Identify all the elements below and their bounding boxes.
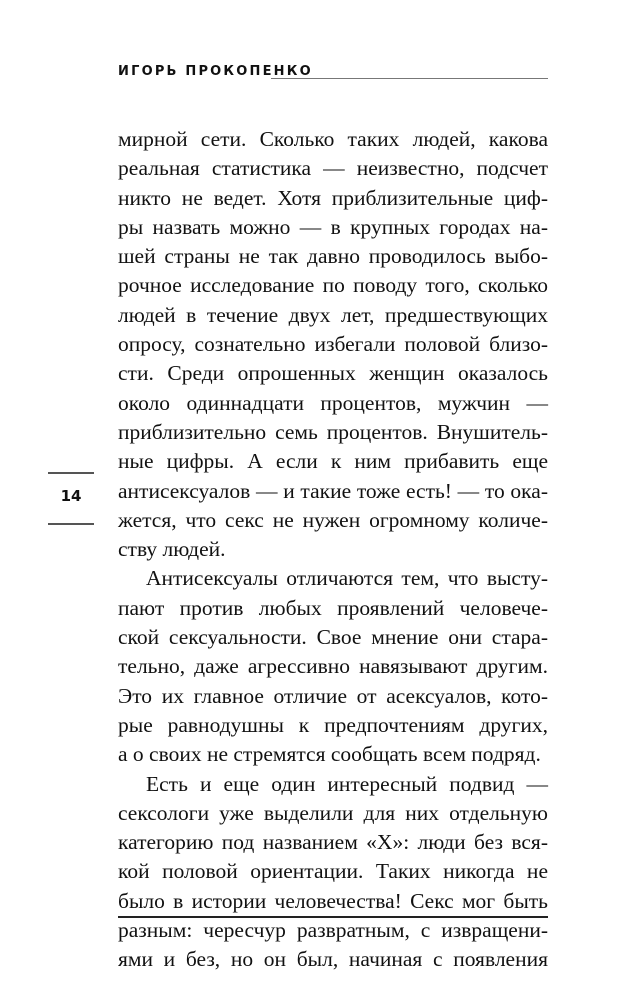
folio-rule-top (48, 472, 94, 474)
text-line: реальная статистика — неизвестно, подсчет (118, 156, 548, 181)
text-line: разным: чересчур развратным, с извращени- (118, 918, 548, 943)
running-header (118, 64, 548, 86)
text-line: Это их главное отличие от асексуалов, кото- (118, 683, 548, 708)
text-line: рочное исследование по поводу того, сколько (118, 273, 548, 298)
text-line: пают против любых проявлений человече- (118, 595, 548, 620)
text-line: тельно, даже агрессивно навязывают другим. (118, 654, 548, 679)
text-line: ями и без, но он был, начиная с появления (118, 947, 548, 972)
footer-rule (118, 916, 548, 918)
running-header-author: ИГОРЬ ПРОКОПЕНКО (118, 64, 313, 79)
page-number: 14 (60, 487, 82, 505)
folio-rule-bottom (48, 523, 94, 525)
text-line: людей в течение двух лет, предшествующих (118, 302, 548, 327)
text-line: мирной сети. Сколько таких людей, какова (118, 127, 548, 151)
text-line: сти. Среди опрошенных женщин оказалось (118, 361, 548, 386)
text-line: рые равнодушны к предпочтениям других, (118, 712, 548, 737)
text-line: было в истории человечества! Секс мог быть (118, 888, 548, 913)
text-line: Антисексуалы отличаются тем, что высту- (146, 566, 548, 591)
text-line: никто не ведет. Хотя приблизительные циф- (118, 185, 548, 210)
text-line: категорию под названием «Х»: люди без вся- (118, 830, 548, 855)
text-line: антисексуалов — и такие тоже есть! — то ока- (118, 478, 548, 503)
text-line: ской сексуальности. Свое мнение они стара- (118, 625, 548, 650)
text-line: кой половой ориентации. Таких никогда не (118, 859, 548, 884)
header-rule (271, 78, 548, 79)
text-line: шей страны не так давно проводилось выбо- (118, 244, 548, 269)
text-line: приблизительно семь процентов. Внушитель- (118, 419, 548, 444)
text-line: ры назвать можно — в крупных городах на- (118, 214, 548, 239)
text-line: опросу, сознательно избегали половой близо- (118, 332, 548, 357)
body-text (118, 125, 548, 975)
text-line: Есть и еще один интересный подвид — (146, 771, 548, 796)
text-line: сексологи уже выделили для них отдельную (118, 800, 548, 825)
text-line: ные цифры. А если к ним прибавить еще (118, 449, 548, 474)
text-line: около одиннадцати процентов, мужчин — (118, 390, 548, 415)
text-line: ству людей. (118, 537, 226, 562)
text-line: жется, что секс не нужен огромному количе- (118, 507, 548, 532)
text-line: а о своих не стремятся сообщать всем подряд. (118, 742, 541, 767)
